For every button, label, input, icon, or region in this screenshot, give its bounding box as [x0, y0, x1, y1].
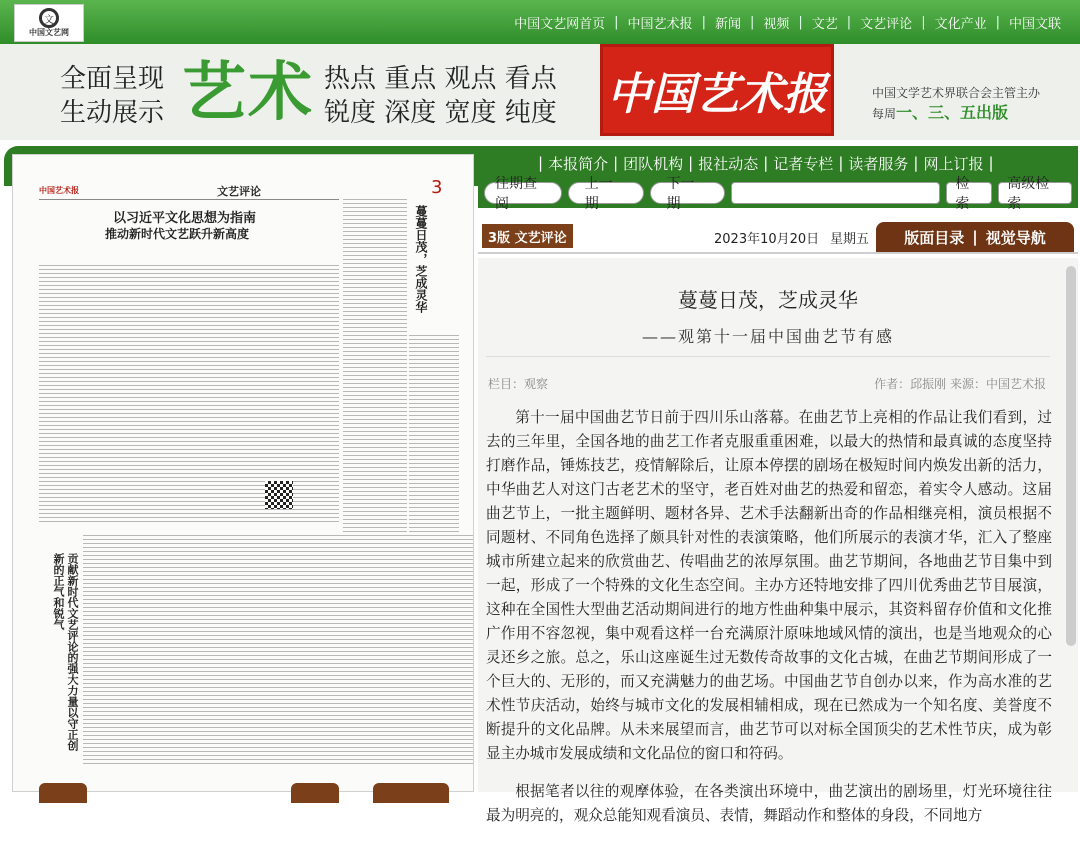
banner-sponsor: 中国文学艺术界联合会主管主办 [872, 86, 1041, 100]
scrollbar-thumb[interactable] [1066, 266, 1076, 646]
top-nav-item[interactable]: 文化产业 [934, 16, 987, 32]
top-nav-item[interactable]: 中国艺术报 [627, 16, 693, 32]
nav-separator: | [538, 154, 544, 172]
logo-emblem-icon: 文 [39, 8, 59, 28]
thumb-page-button-a[interactable] [291, 783, 339, 803]
page-section-tag[interactable]: 3版 文艺评论 [482, 224, 573, 248]
nav-separator: | [798, 14, 803, 30]
nav-separator: | [995, 14, 1000, 30]
top-nav-item[interactable]: 文艺 [811, 16, 838, 32]
secondary-nav-item[interactable]: 网上订报 [923, 154, 984, 173]
article-meta [486, 356, 1050, 391]
search-button[interactable]: 检索 [946, 182, 992, 204]
banner-left-line2: 生动展示 [60, 98, 165, 128]
site-logo[interactable] [14, 4, 84, 42]
nav-separator: | [846, 14, 852, 30]
issue-weekday: 星期五 [830, 232, 870, 247]
thumb-vertical-title-2: 贡献新时代文艺评论的强大力量以守正创新的正气和锐气 [52, 553, 79, 751]
top-nav-item[interactable]: 视频 [763, 16, 790, 32]
prev-issue-button[interactable]: 上一期 [568, 182, 644, 204]
search-row [478, 176, 1078, 212]
nav-separator: | [614, 14, 619, 30]
schedule-days: 一、三、五出版 [896, 103, 1009, 122]
schedule-prefix: 每周 [872, 107, 897, 121]
secondary-nav-item[interactable]: 报社动态 [698, 154, 759, 173]
thumb-prev-page-button[interactable] [39, 783, 87, 803]
page-info-bar [478, 218, 1078, 254]
right-pane [478, 146, 1078, 824]
top-nav-item[interactable]: 中国文艺网首页 [514, 16, 606, 32]
secondary-nav [478, 146, 1078, 180]
past-issues-button[interactable]: 往期查阅 [484, 182, 562, 204]
search-input[interactable] [731, 182, 940, 204]
banner-left-line1: 全面呈现 [60, 64, 165, 94]
page-nav-tab [876, 222, 1074, 252]
banner [0, 44, 1080, 140]
article-paragraph: 第十一届中国曲艺节日前于四川乐山落幕。在曲艺节上亮相的作品让我们看到，过去的三年里，全国各地的曲艺工作者克服重重困难，以最大的热情和最真诚的态度坚持打磨作品，锤炼技艺，疫情解除后，让原本停摆的剧场在极短时间内焕发出新的活力，中华曲艺人对这门古老艺术的坚守，老百姓对曲艺的热爱和留恋，着实令人感动。这届曲艺节上，一批主题鲜明、题材各异、艺术手法翻新出奇的作品相继亮相，演员根据不同题材、不同角色选择了颇具针对性的表演策略，他们所展示的表演才华，汇入了整座城市所建立起来的欣赏曲艺、传唱曲艺的浓厚氛围。曲艺节期间，各地曲艺节目集中到一起，形成了一个特殊的文化生态空间。主办方还特地安排了四川优秀曲艺节目展演，这种在全国性大型曲艺活动期间进行的地方性曲种集中展示，其资料留存价值和文化推广作用不容忽视，集中观看这样一台充满原汁原味地域风情的演出，也是当地观众的心灵还乡之旅。总之，乐山这座诞生过无数传奇故事的文化古城，在曲艺节期间形成了一个巨大的、无形的，而又充满魅力的曲艺场。中国曲艺节自创办以来，作为高水准的艺术性节庆活动，始终与城市文化的发展相辅相成，现在已然成为一个知名度、美誉度不断提升的文化品牌。从未来展望而言，曲艺节可以对标全国顶尖的艺术性节庆，成为彰显主办城市发展成绩和文化品位的窗口和符码。 [486, 409, 1052, 762]
thumb-headline-1: 以习近平文化思想为指南 [113, 211, 257, 226]
banner-art-word: 艺术 [182, 56, 314, 130]
thumb-page-number: 3 [431, 177, 443, 198]
nav-separator: | [701, 14, 706, 30]
article-column: 栏目：观察 [488, 377, 549, 391]
banner-schedule [872, 100, 1008, 123]
visual-nav-link[interactable]: 视觉导航 [985, 228, 1046, 247]
secondary-nav-item[interactable]: 读者服务 [848, 154, 909, 173]
nav-separator: | [921, 14, 926, 30]
banner-right-text [324, 62, 557, 130]
logo-text: 中国文艺网 [29, 28, 69, 37]
thumb-section: 文艺评论 [217, 185, 261, 198]
next-issue-button[interactable]: 下一期 [650, 182, 726, 204]
top-nav-item[interactable]: 文艺评论 [860, 16, 913, 32]
top-bar [0, 0, 1080, 44]
article-subtitle: ——观第十一届中国曲艺节有感 [641, 327, 894, 346]
nav-separator: | [988, 154, 994, 172]
page-toc-link[interactable]: 版面目录 [904, 228, 965, 247]
top-nav [505, 0, 1070, 44]
thumb-masthead: 中国艺术报 [39, 186, 79, 195]
nav-separator: | [613, 154, 619, 172]
article-title: 蔓蔓日茂，芝成灵华 [678, 288, 858, 312]
article-body [486, 406, 1052, 842]
secondary-nav-item[interactable]: 团队机构 [623, 154, 684, 173]
top-nav-item[interactable]: 新闻 [714, 16, 741, 32]
secondary-nav-item[interactable]: 本报简介 [548, 154, 609, 173]
newspaper-page-image[interactable] [12, 154, 474, 792]
banner-right-line2: 锐度 深度 宽度 纯度 [324, 98, 557, 128]
banner-left-text [60, 62, 164, 130]
banner-right-line1: 热点 重点 观点 看点 [324, 64, 557, 94]
article-paragraph: 根据笔者以往的观摩体验，在各类演出环境中，曲艺演出的剧场里，灯光环境往往最为明亮的，观众总能知观看演员、表情，舞蹈动作和整体的身段，不同地方 [486, 783, 1052, 824]
article-author: 作者：邱振刚 来源：中国艺术报 [874, 377, 1046, 391]
top-nav-item[interactable]: 中国文联 [1008, 16, 1061, 32]
advanced-search-button[interactable]: 高级检索 [998, 182, 1072, 204]
page-nav-separator: | [972, 228, 978, 246]
paper-logo[interactable]: 中国艺术报 [600, 44, 834, 136]
nav-separator: | [763, 154, 769, 172]
secondary-nav-item[interactable]: 记者专栏 [773, 154, 834, 173]
nav-separator: | [688, 154, 694, 172]
nav-separator: | [749, 14, 755, 30]
nav-separator: | [913, 154, 919, 172]
article-panel [478, 258, 1078, 824]
thumb-page-button-b[interactable] [373, 783, 449, 803]
issue-date: 2023年10月20日 [714, 232, 820, 247]
thumb-headline-2: 推动新时代文艺跃升新高度 [105, 227, 250, 241]
nav-separator: | [838, 154, 844, 172]
qr-code-icon [265, 481, 293, 509]
thumb-vertical-title-1: 蔓蔓日茂，芝成灵华 [414, 205, 428, 313]
